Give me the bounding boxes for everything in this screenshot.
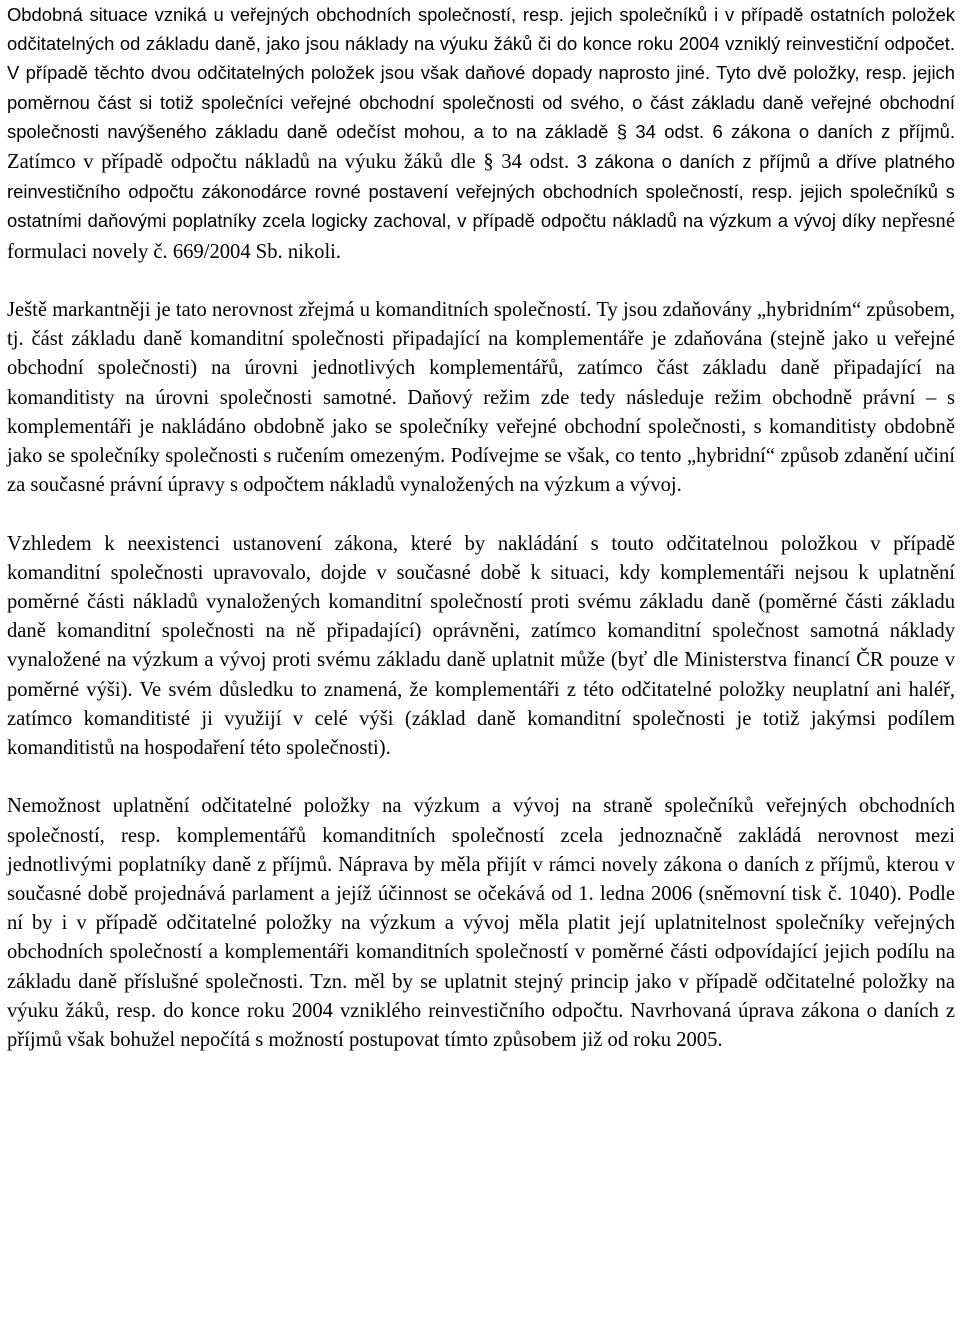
paragraph-naprava [7,792,955,1055]
paragraph-vos-deductions [7,0,955,267]
paragraph-1-segment-1: Obdobná situace vzniká u veřejných obchodních společností, resp. jejich společníků i v případě ostatních položek odčitatelných od základu daně, jako jsou náklady na výuku žáků či do konce roku 2004 vzniklý reinvestiční odpočet. V případě těchto dvou odčitatelných položek jsou však daňové dopady naprosto jiné. Tyto dvě položky, resp. jejich poměrnou část si totiž společníci veřejné obchodní společnosti od svého, o část základu daně veřejné obchodní společnosti navýšeného základu daně odečíst mohou, a to na základě § 34 odst. 6 zákona o daních z příjmů. [7,4,955,142]
paragraph-2-text: Ještě markantněji je tato nerovnost zřejmá u komanditních společností. Ty jsou zdaňovány „hybridním“ způsobem, tj. část základu daně komanditní společnosti připadající na komplementáře je zdaňována (stejně jako u veřejné obchodní společnosti) na úrovni jednotlivých komplementářů, zatímco část základu daně připadající na komanditisty na úrovni společnosti samotné. Daňový režim zde tedy následuje režim obchodně právní – s komplementáři je nakládáno obdobně jako se společníky veřejné obchodní společnosti, s komanditisty obdobně jako se společníky společnosti s ručením omezeným. Podívejme se však, co tento „hybridní“ způsob zdanění učiní za současné právní úpravy s odpočtem nákladů vynaložených na výzkum a vývoj. [7,299,955,497]
paragraph-1-segment-3: 3 zákona o daních z příjmů a dříve platného reinvestičního odpočtu zákonodárce rovné postavení veřejných obchodních společností, resp. jejich společníků s ostatními daňovými poplatníky zcela logicky zachoval, v případě odpočtu nákladů na výzkum a vývoj díky [7,151,955,232]
paragraph-komanditni-spolecnost [7,296,955,500]
paragraph-4-text: Nemožnost uplatnění odčitatelné položky na výzkum a vývoj na straně společníků veřejných obchodních společností, resp. komplementářů komanditních společností zcela jednoznačně zakládá nerovnost mezi jednotlivými poplatníky daně z příjmů. Náprava by měla přijít v rámci novely zákona o daních z příjmů, kterou v současné době projednává parlament a jejíž účinnost se očekává od 1. ledna 2006 (sněmovní tisk č. 1040). Podle ní by i v případě odčitatelné položky na výzkum a vývoj měla platit její uplatnitelnost společníky veřejných obchodních společností a komplementáři komanditních společností v poměrné části odpovídající jejich podílu na základu daně příslušné společnosti. Tzn. měl by se uplatnit stejný princip jako v případě odčitatelné položky na výuku žáků, resp. do konce roku 2004 vzniklého reinvestičního odpočtu. Navrhovaná úprava zákona o daních z příjmů však bohužel nepočítá s možností postupovat tímto způsobem již od roku 2005. [7,795,955,1052]
paragraph-3-text: Vzhledem k neexistenci ustanovení zákona, které by nakládání s touto odčitatelnou položkou v případě komanditní společnosti upravovalo, dojde v současné době k situaci, kdy komplementáři nejsou k uplatnění poměrné části nákladů vynaložených komanditní společností proti svému základu daně (poměrné části základu daně komanditní společnosti na ně připadající) oprávněni, zatímco komanditní společnost samotná náklady vynaložené na výzkum a vývoj proti svému základu daně uplatnit může (byť dle Ministerstva financí ČR pouze v poměrné výši). Ve svém důsledku to znamená, že komplementáři z této odčitatelné položky neuplatní ani haléř, zatímco komanditisté ji využijí v celé výši (základ daně komanditní společnosti je totiž jakýmsi podílem komanditistů na hospodaření této společnosti). [7,532,955,760]
paragraph-1-segment-4: nepřesné formulaci novely č. 669/2004 Sb. nikoli. [7,210,955,263]
paragraph-1-segment-2: Zatímco v případě odpočtu nákladů na výuku žáků dle § 34 odst. [7,151,570,174]
paragraph-komplementari [7,530,955,764]
document-page [7,0,955,1084]
